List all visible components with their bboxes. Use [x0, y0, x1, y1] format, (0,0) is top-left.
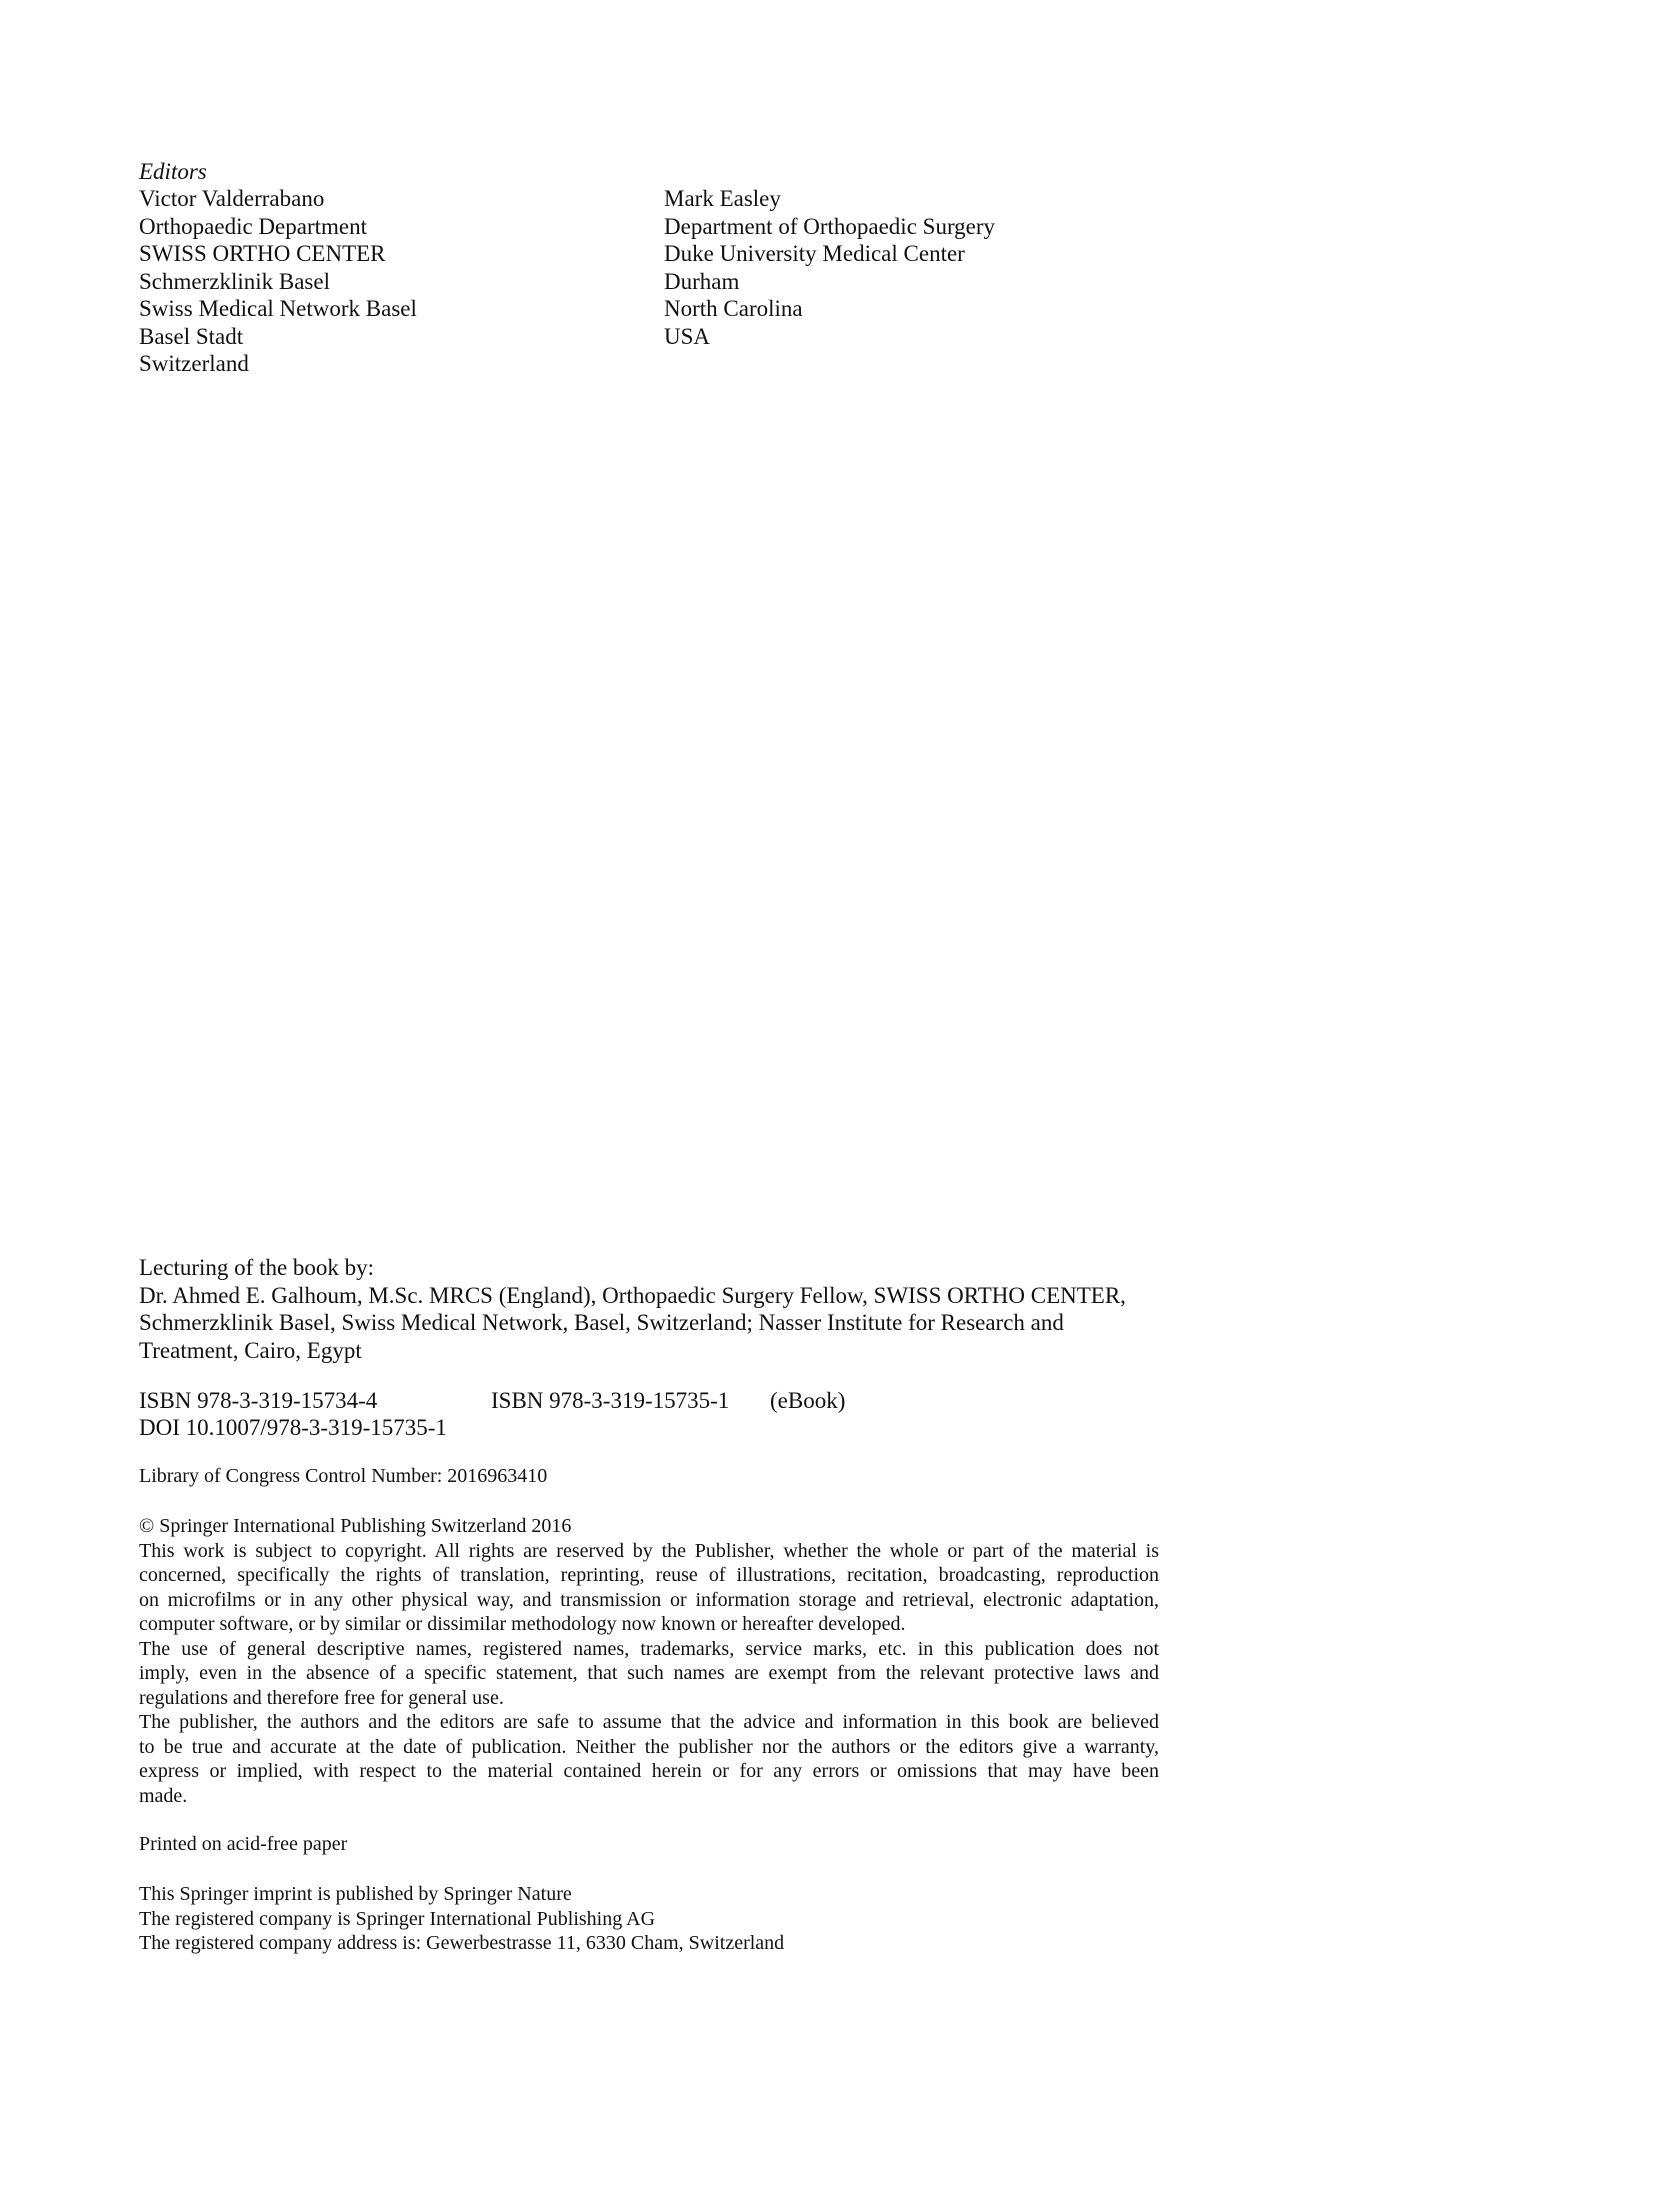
editor-address-line: Basel Stadt — [139, 323, 244, 349]
lecturing-line: Schmerzklinik Basel, Swiss Medical Network, Basel, Switzerland; Nasser Institute for Research and — [139, 1310, 1064, 1335]
lecturing-line: Treatment, Cairo, Egypt — [139, 1337, 362, 1363]
imprint-line: This Springer imprint is published by Springer Nature — [139, 1883, 572, 1905]
lecturing-line: Dr. Ahmed E. Galhoum, M.Sc. MRCS (England), Orthopaedic Surgery Fellow, SWISS ORTHO CENTER, — [139, 1282, 1126, 1308]
editor-address-line: Duke University Medical Center — [664, 241, 965, 266]
editor-address-line: SWISS ORTHO CENTER — [139, 241, 386, 266]
copyright-line: express or implied, with respect to the material contained herein or for any errors or omissions that may have been — [139, 1760, 1159, 1782]
copyright-line: The publisher, the authors and the editors are safe to assume that the advice and information in this book are believed — [139, 1711, 1159, 1733]
paper-note: Printed on acid-free paper — [139, 1833, 348, 1855]
copyright-line: on microfilms or in any other physical way, and transmission or information storage and retrieval, electronic adaptation, — [139, 1588, 1159, 1611]
editor-name: Victor Valderrabano — [139, 186, 325, 211]
copyright-line: to be true and accurate at the date of publication. Neither the publisher nor the authors or the editors give a warranty, — [139, 1735, 1159, 1758]
editor-address-line: Swiss Medical Network Basel — [139, 296, 417, 321]
imprint-line: The registered company address is: Gewerbestrasse 11, 6330 Cham, Switzerland — [139, 1932, 785, 1954]
editor-address-line: Switzerland — [139, 351, 249, 376]
editor-address-line: North Carolina — [664, 296, 803, 321]
lecturing-heading: Lecturing of the book by: — [139, 1255, 375, 1280]
editors-heading: Editors — [139, 159, 207, 184]
editor-address-line: Durham — [664, 268, 740, 294]
lccn: Library of Congress Control Number: 2016963410 — [139, 1465, 548, 1487]
isbn-ebook: ISBN 978-3-319-15735-1 — [491, 1388, 730, 1413]
editor-left-address — [139, 185, 417, 378]
copyright-line: computer software, or by similar or dissimilar methodology now known or hereafter developed. — [139, 1613, 906, 1635]
copyright-line: regulations and therefore free for general use. — [139, 1686, 504, 1709]
copyright-block — [139, 1514, 1159, 1808]
copyright-line: imply, even in the absence of a specific statement, that such names are exempt from the relevant protective laws and — [139, 1662, 1159, 1684]
isbn-print: ISBN 978-3-319-15734-4 — [139, 1388, 378, 1413]
copyright-notice: © Springer International Publishing Switzerland 2016 — [139, 1515, 572, 1537]
editor-right-address — [664, 185, 995, 350]
lecturing-credit — [139, 1254, 1159, 1364]
editor-address-line: Orthopaedic Department — [139, 213, 367, 239]
editor-address-line: Schmerzklinik Basel — [139, 268, 330, 294]
editor-address-line: USA — [664, 323, 711, 349]
editor-address-line: Department of Orthopaedic Surgery — [664, 213, 996, 239]
copyright-line: concerned, specifically the rights of translation, reprinting, reuse of illustrations, recitation, broadcasting, reproduction — [139, 1564, 1159, 1586]
imprint-line: The registered company is Springer International Publishing AG — [139, 1907, 656, 1930]
ebook-label: (eBook) — [770, 1388, 846, 1413]
doi: DOI 10.1007/978-3-319-15735-1 — [139, 1415, 447, 1440]
copyright-line: This work is subject to copyright. All rights are reserved by the Publisher, whether the whole or part of the material is — [139, 1539, 1159, 1562]
editor-name: Mark Easley — [664, 186, 781, 211]
copyright-line: made. — [139, 1784, 188, 1807]
copyright-line: The use of general descriptive names, registered names, trademarks, service marks, etc. in this publication does not — [139, 1637, 1159, 1660]
imprint-block — [139, 1882, 784, 1956]
